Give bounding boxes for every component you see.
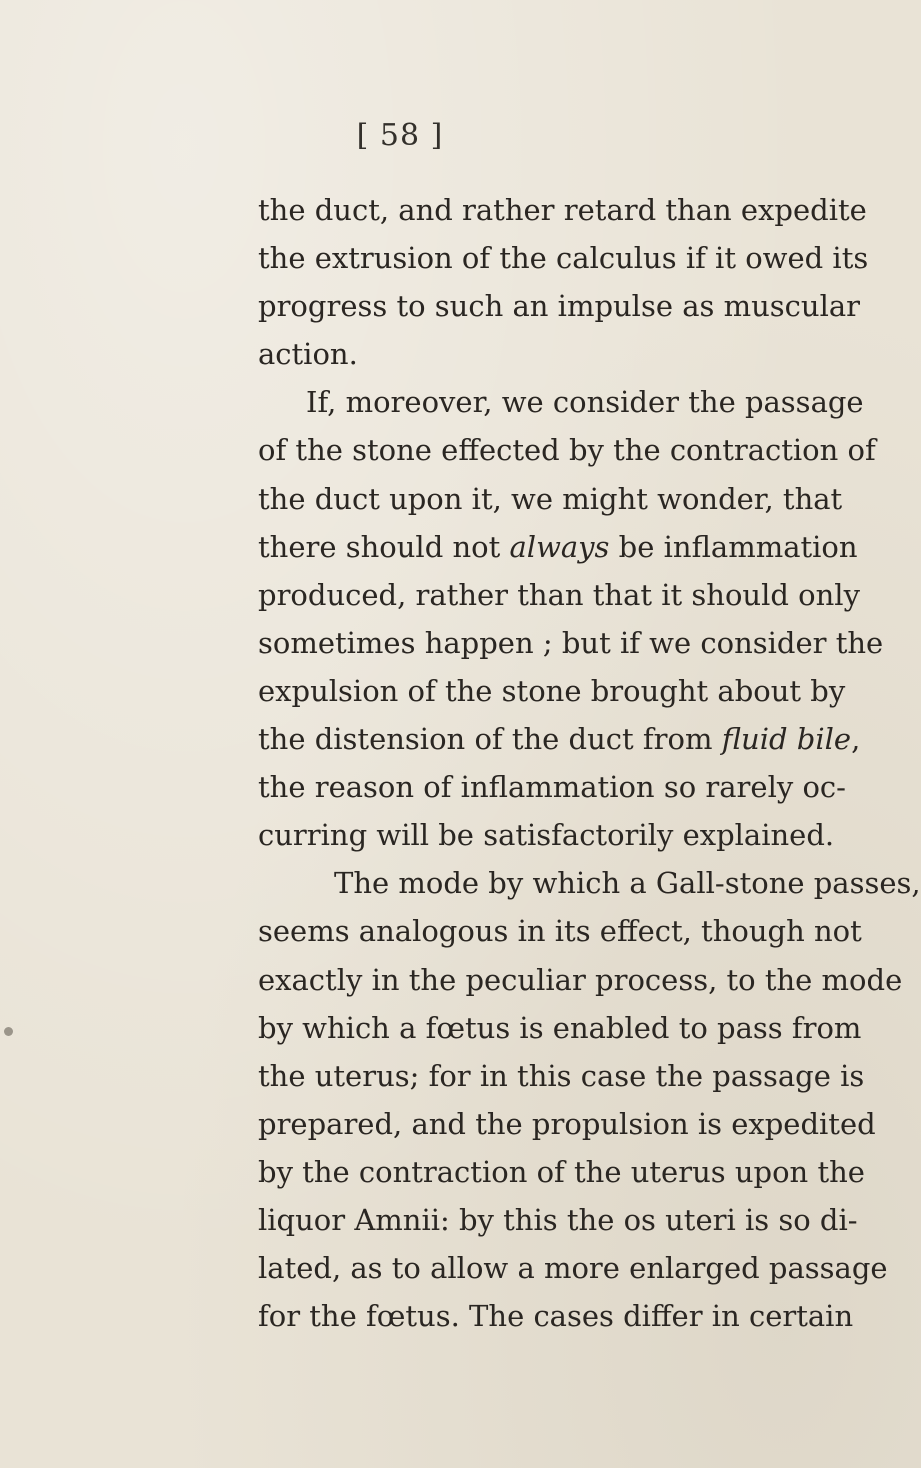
text-run: be inflammation xyxy=(609,529,858,564)
italic-text: always xyxy=(509,529,610,564)
text-line: prepared, and the propulsion is expedited xyxy=(258,1106,876,1141)
text-line: action. xyxy=(258,337,358,372)
text-run: , xyxy=(851,722,861,757)
text-run: the distension of the duct from xyxy=(258,722,722,757)
paragraph-start-line: The mode by which a Gall-stone passes, xyxy=(334,866,921,901)
text-line: by which a fœtus is enabled to pass from xyxy=(258,1010,862,1045)
italic-text: fluid bile xyxy=(721,722,852,757)
text-line: expulsion of the stone brought about by xyxy=(258,673,846,708)
text-line: of the stone effected by the contraction of xyxy=(258,433,876,468)
text-line: exactly in the peculiar process, to the mode xyxy=(258,962,903,997)
text-line: liquor Amnii: by this the os uteri is so di- xyxy=(258,1202,858,1237)
text-line: the extrusion of the calculus if it owed its xyxy=(258,241,869,276)
text-line: for the fœtus. The cases differ in certain xyxy=(258,1299,854,1334)
text-line: by the contraction of the uterus upon the xyxy=(258,1154,865,1189)
text-line: curring will be satisfactorily explained. xyxy=(258,818,835,853)
paragraph-start-line: If, moreover, we consider the passage xyxy=(306,385,864,420)
text-line: the reason of inflammation so rarely oc- xyxy=(258,770,846,805)
paper-speck xyxy=(4,1027,13,1036)
page-number: [ 58 ] xyxy=(356,118,444,153)
text-run: there should not xyxy=(258,529,510,564)
text-line: the uterus; for in this case the passage is xyxy=(258,1058,865,1093)
text-line: produced, rather than that it should only xyxy=(258,577,860,612)
body-text xyxy=(258,186,921,1340)
text-line: the duct upon it, we might wonder, that xyxy=(258,481,843,516)
text-line: progress to such an impulse as muscular xyxy=(258,289,861,324)
text-line: sometimes happen ; but if we consider the xyxy=(258,625,884,660)
text-line: lated, as to allow a more enlarged passage xyxy=(258,1251,888,1286)
text-line: seems analogous in its effect, though not xyxy=(258,914,862,949)
paper-speck xyxy=(328,1310,332,1314)
text-line: the duct, and rather retard than expedite xyxy=(258,193,867,227)
text-line xyxy=(258,715,861,763)
text-line xyxy=(258,523,858,571)
